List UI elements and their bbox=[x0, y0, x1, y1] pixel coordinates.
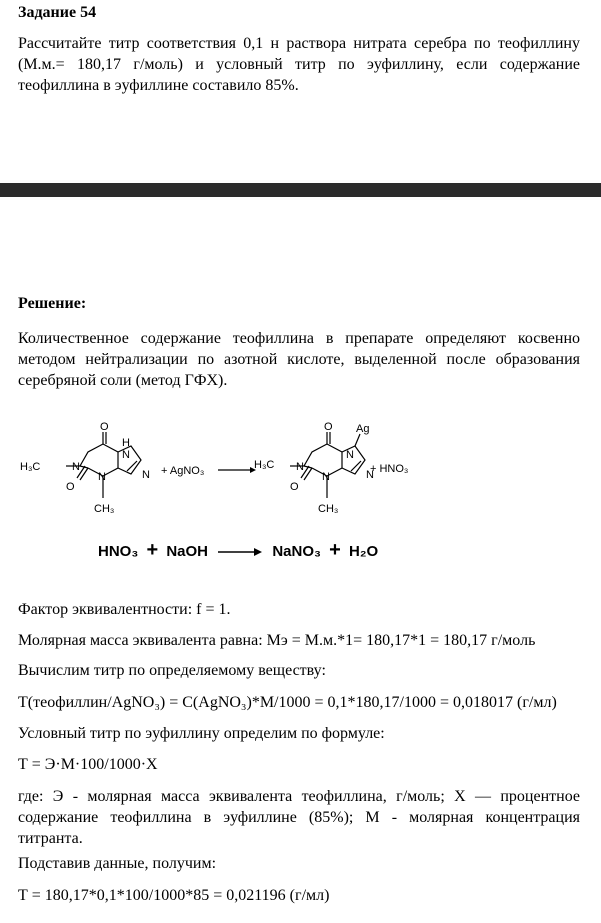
o-atom: O bbox=[324, 421, 333, 433]
section-divider bbox=[0, 183, 601, 197]
formula-legend: где: Э - молярная масса эквивалента теофиллина, г/моль; Х — процентное содержание теофиллина в эуфиллине (85%); М - молярная концентрация титранта. bbox=[18, 788, 580, 847]
left-methyl-bottom: CH₃ bbox=[94, 503, 115, 515]
n-atom: N bbox=[98, 471, 106, 483]
equivalence-factor: Фактор эквивалентности: f = 1. bbox=[18, 601, 231, 618]
left-methyl: H₃C bbox=[20, 461, 41, 473]
substitute-intro: Подставив данные, получим: bbox=[18, 855, 217, 872]
reagent-naoh: NaOH bbox=[166, 543, 208, 560]
plus-sign: + bbox=[146, 539, 159, 561]
product-nano3: NaNO₃ bbox=[272, 543, 321, 560]
n-atom: N bbox=[296, 461, 304, 473]
reagent-hno3: HNO₃ bbox=[98, 543, 139, 560]
n-atom: N bbox=[366, 469, 374, 481]
ag-atom: Ag bbox=[356, 423, 370, 435]
solution-heading: Решение: bbox=[18, 295, 87, 312]
o-atom: O bbox=[100, 421, 109, 433]
n-atom: N bbox=[142, 469, 150, 481]
n-atom: N bbox=[72, 461, 80, 473]
molar-mass-equivalent: Молярная масса эквивалента равна: Мэ = М.м.*1= 180,17*1 = 180,17 г/моль bbox=[18, 632, 536, 649]
h-atom: H bbox=[122, 437, 130, 449]
plus-agno3: + AgNO₃ bbox=[161, 465, 205, 477]
n-atom: N bbox=[122, 449, 130, 461]
right-methyl: H₃C bbox=[254, 459, 275, 471]
neutralization-equation bbox=[98, 539, 378, 562]
titre-intro: Вычислим титр по определяемому веществу: bbox=[18, 662, 326, 679]
task-title: Задание 54 bbox=[18, 4, 97, 21]
titre-formula: Т(теофиллин/AgNO₃) = С(AgNO₃)*М/1000 = 0,1*180,17/1000 = 0,018017 (г/мл) bbox=[18, 694, 557, 711]
task-statement: Рассчитайте титр соответствия 0,1 н раствора нитрата серебра по теофиллину (М.м.= 180,17 г/моль) и условный титр по эуфиллину, если содержание теофиллина в эуфиллине составило 85%. bbox=[18, 35, 580, 94]
conditional-titre-formula: Т = Э·М·100/1000·Х bbox=[18, 756, 158, 773]
plus-sign: + bbox=[329, 539, 341, 561]
o-atom: O bbox=[290, 481, 299, 493]
conditional-titre-intro: Условный титр по эуфиллину определим по формуле: bbox=[18, 725, 385, 742]
product-h2o: H₂O bbox=[349, 543, 379, 560]
right-methyl-bottom: CH₃ bbox=[318, 503, 339, 515]
o-atom: O bbox=[66, 481, 75, 493]
reaction-arrow bbox=[218, 544, 262, 561]
reaction-scheme bbox=[18, 418, 438, 526]
n-atom: N bbox=[322, 471, 330, 483]
plus-hno3: + HNO₃ bbox=[370, 463, 409, 475]
n-atom: N bbox=[346, 449, 354, 461]
final-result: Т = 180,17*0,1*100/1000*85 = 0,021196 (г/мл) bbox=[18, 887, 330, 904]
solution-intro: Количественное содержание теофиллина в препарате определяют косвенно методом нейтрализации по азотной кислоте, выделенной после образования серебряной соли (метод ГФХ). bbox=[18, 330, 580, 389]
